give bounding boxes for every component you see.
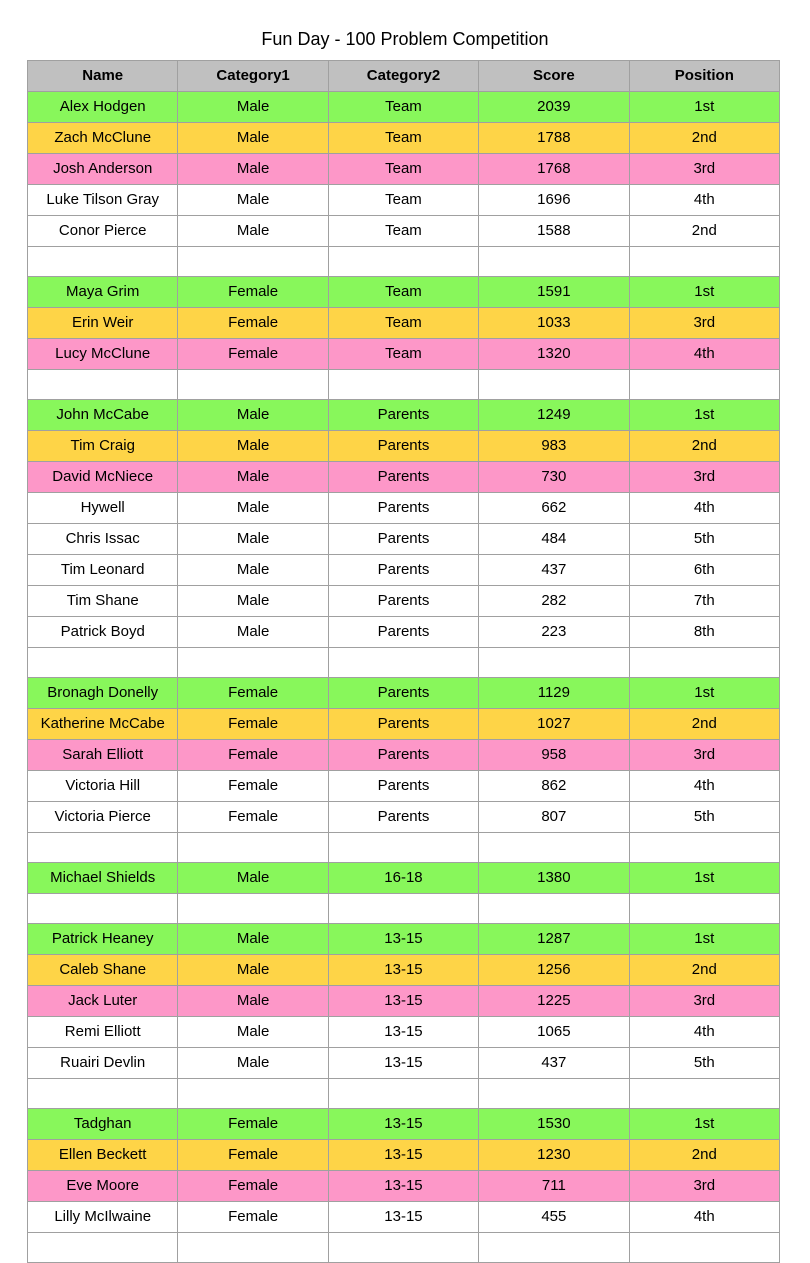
position-cell[interactable]: 3rd: [629, 462, 779, 493]
category1-cell[interactable]: Male: [178, 400, 328, 431]
score-cell[interactable]: 1033: [479, 308, 629, 339]
category2-cell[interactable]: Parents: [328, 400, 478, 431]
score-cell[interactable]: 730: [479, 462, 629, 493]
category1-cell[interactable]: Female: [178, 1202, 328, 1233]
score-cell[interactable]: 662: [479, 493, 629, 524]
category1-cell[interactable]: [178, 370, 328, 400]
score-cell[interactable]: 1225: [479, 986, 629, 1017]
score-cell[interactable]: 1788: [479, 123, 629, 154]
table-row: [28, 339, 780, 370]
table-row: [28, 123, 780, 154]
category1-cell[interactable]: Female: [178, 740, 328, 771]
table-row: [28, 955, 780, 986]
category1-cell[interactable]: Male: [178, 462, 328, 493]
score-cell[interactable]: 1249: [479, 400, 629, 431]
position-cell[interactable]: 3rd: [629, 154, 779, 185]
name-cell[interactable]: [28, 1079, 178, 1109]
category2-cell[interactable]: 13-15: [328, 1202, 478, 1233]
score-cell[interactable]: [479, 648, 629, 678]
table-row: [28, 1202, 780, 1233]
position-cell[interactable]: 7th: [629, 586, 779, 617]
position-cell[interactable]: [629, 1079, 779, 1109]
table-row: [28, 308, 780, 339]
table-row: [28, 1109, 780, 1140]
table-row: [28, 709, 780, 740]
category1-cell[interactable]: Male: [178, 986, 328, 1017]
category2-cell[interactable]: Parents: [328, 709, 478, 740]
column-header-category1[interactable]: Category1: [178, 61, 328, 92]
position-cell[interactable]: [629, 833, 779, 863]
category2-cell[interactable]: [328, 648, 478, 678]
category1-cell[interactable]: Female: [178, 277, 328, 308]
page-title: Fun Day - 100 Problem Competition: [261, 29, 549, 49]
category2-cell[interactable]: Parents: [328, 462, 478, 493]
name-cell[interactable]: Josh Anderson: [28, 154, 178, 185]
name-cell[interactable]: Bronagh Donelly: [28, 678, 178, 709]
score-cell[interactable]: 1588: [479, 216, 629, 247]
name-cell[interactable]: Luke Tilson Gray: [28, 185, 178, 216]
name-cell[interactable]: Conor Pierce: [28, 216, 178, 247]
position-cell[interactable]: 1st: [629, 924, 779, 955]
category2-cell[interactable]: 13-15: [328, 1140, 478, 1171]
name-cell[interactable]: Hywell: [28, 493, 178, 524]
name-cell[interactable]: Katherine McCabe: [28, 709, 178, 740]
position-cell[interactable]: 1st: [629, 277, 779, 308]
category1-cell[interactable]: Male: [178, 863, 328, 894]
score-cell[interactable]: 862: [479, 771, 629, 802]
name-cell[interactable]: [28, 1233, 178, 1263]
table-row: [28, 1048, 780, 1079]
table-row: [28, 154, 780, 185]
category1-cell[interactable]: Female: [178, 1171, 328, 1202]
table-row: [28, 863, 780, 894]
position-cell[interactable]: 1st: [629, 92, 779, 123]
category2-cell[interactable]: 13-15: [328, 924, 478, 955]
category1-cell[interactable]: Female: [178, 1140, 328, 1171]
category1-cell[interactable]: Male: [178, 431, 328, 462]
name-cell[interactable]: Ruairi Devlin: [28, 1048, 178, 1079]
column-header-category2[interactable]: Category2: [328, 61, 478, 92]
score-cell[interactable]: 1256: [479, 955, 629, 986]
category1-cell[interactable]: Male: [178, 1048, 328, 1079]
score-cell[interactable]: 1591: [479, 277, 629, 308]
position-cell[interactable]: 4th: [629, 339, 779, 370]
spacer-row: [28, 833, 780, 863]
category1-cell[interactable]: Female: [178, 339, 328, 370]
table-row: [28, 740, 780, 771]
table-row: [28, 986, 780, 1017]
spacer-row: [28, 1079, 780, 1109]
position-cell[interactable]: 2nd: [629, 955, 779, 986]
column-header-score[interactable]: Score: [479, 61, 629, 92]
table-row: [28, 493, 780, 524]
name-cell[interactable]: Tadghan: [28, 1109, 178, 1140]
position-cell[interactable]: 2nd: [629, 1140, 779, 1171]
category2-cell[interactable]: 13-15: [328, 986, 478, 1017]
table-row: [28, 400, 780, 431]
category1-cell[interactable]: Male: [178, 92, 328, 123]
category2-cell[interactable]: Parents: [328, 555, 478, 586]
position-cell[interactable]: [629, 247, 779, 277]
category2-cell[interactable]: Parents: [328, 771, 478, 802]
spacer-row: [28, 648, 780, 678]
name-cell[interactable]: Ellen Beckett: [28, 1140, 178, 1171]
score-cell[interactable]: 282: [479, 586, 629, 617]
category1-cell[interactable]: Male: [178, 216, 328, 247]
column-header-position[interactable]: Position: [629, 61, 779, 92]
category2-cell[interactable]: Parents: [328, 678, 478, 709]
category1-cell[interactable]: Female: [178, 1109, 328, 1140]
table-row: [28, 185, 780, 216]
category1-cell[interactable]: [178, 894, 328, 924]
table-body: [28, 92, 780, 1263]
results-table: [27, 60, 780, 1263]
position-cell[interactable]: 4th: [629, 185, 779, 216]
score-cell[interactable]: [479, 1079, 629, 1109]
position-cell[interactable]: [629, 648, 779, 678]
name-cell[interactable]: Lucy McClune: [28, 339, 178, 370]
score-cell[interactable]: [479, 833, 629, 863]
category2-cell[interactable]: Parents: [328, 617, 478, 648]
category2-cell[interactable]: [328, 833, 478, 863]
position-cell[interactable]: 1st: [629, 678, 779, 709]
name-cell[interactable]: [28, 894, 178, 924]
position-cell[interactable]: 2nd: [629, 431, 779, 462]
position-cell[interactable]: 2nd: [629, 123, 779, 154]
category2-cell[interactable]: 13-15: [328, 1017, 478, 1048]
category2-cell[interactable]: Parents: [328, 524, 478, 555]
category1-cell[interactable]: Male: [178, 617, 328, 648]
score-cell[interactable]: 437: [479, 1048, 629, 1079]
category2-cell[interactable]: Team: [328, 154, 478, 185]
name-cell[interactable]: John McCabe: [28, 400, 178, 431]
category2-cell[interactable]: Team: [328, 185, 478, 216]
category2-cell[interactable]: 13-15: [328, 1048, 478, 1079]
name-cell[interactable]: [28, 833, 178, 863]
score-cell[interactable]: [479, 370, 629, 400]
position-cell[interactable]: 4th: [629, 493, 779, 524]
position-cell[interactable]: 4th: [629, 1017, 779, 1048]
table-row: [28, 1140, 780, 1171]
category2-cell[interactable]: 13-15: [328, 955, 478, 986]
category2-cell[interactable]: Parents: [328, 586, 478, 617]
category1-cell[interactable]: [178, 247, 328, 277]
table-row: [28, 92, 780, 123]
name-cell[interactable]: Tim Shane: [28, 586, 178, 617]
category1-cell[interactable]: Male: [178, 555, 328, 586]
category1-cell[interactable]: Male: [178, 185, 328, 216]
score-cell[interactable]: 2039: [479, 92, 629, 123]
category2-cell[interactable]: Parents: [328, 802, 478, 833]
name-cell[interactable]: Tim Craig: [28, 431, 178, 462]
score-cell[interactable]: 807: [479, 802, 629, 833]
name-cell[interactable]: [28, 370, 178, 400]
table-row: [28, 277, 780, 308]
table-row: [28, 586, 780, 617]
position-cell[interactable]: 6th: [629, 555, 779, 586]
category2-cell[interactable]: Parents: [328, 740, 478, 771]
name-cell[interactable]: Tim Leonard: [28, 555, 178, 586]
name-cell[interactable]: Maya Grim: [28, 277, 178, 308]
table-row: [28, 555, 780, 586]
category1-cell[interactable]: Male: [178, 493, 328, 524]
category1-cell[interactable]: Female: [178, 802, 328, 833]
score-cell[interactable]: 1320: [479, 339, 629, 370]
name-cell[interactable]: Patrick Boyd: [28, 617, 178, 648]
score-cell[interactable]: [479, 247, 629, 277]
position-cell[interactable]: 4th: [629, 771, 779, 802]
score-cell[interactable]: [479, 894, 629, 924]
score-cell[interactable]: 1065: [479, 1017, 629, 1048]
category1-cell[interactable]: Female: [178, 771, 328, 802]
spacer-row: [28, 1233, 780, 1263]
category2-cell[interactable]: [328, 1079, 478, 1109]
header-row: [28, 61, 780, 92]
category2-cell[interactable]: [328, 894, 478, 924]
name-cell[interactable]: Michael Shields: [28, 863, 178, 894]
category2-cell[interactable]: Team: [328, 92, 478, 123]
name-cell[interactable]: [28, 247, 178, 277]
position-cell[interactable]: 5th: [629, 524, 779, 555]
score-cell[interactable]: 958: [479, 740, 629, 771]
spacer-row: [28, 247, 780, 277]
position-cell[interactable]: 5th: [629, 802, 779, 833]
position-cell[interactable]: 3rd: [629, 740, 779, 771]
category2-cell[interactable]: Team: [328, 277, 478, 308]
position-cell[interactable]: [629, 894, 779, 924]
name-cell[interactable]: Alex Hodgen: [28, 92, 178, 123]
position-cell[interactable]: [629, 370, 779, 400]
score-cell[interactable]: 1287: [479, 924, 629, 955]
score-cell[interactable]: 1230: [479, 1140, 629, 1171]
score-cell[interactable]: [479, 1233, 629, 1263]
name-cell[interactable]: David McNiece: [28, 462, 178, 493]
score-cell[interactable]: 1380: [479, 863, 629, 894]
category1-cell[interactable]: Male: [178, 154, 328, 185]
category1-cell[interactable]: Male: [178, 524, 328, 555]
score-cell[interactable]: 711: [479, 1171, 629, 1202]
category1-cell[interactable]: Female: [178, 709, 328, 740]
category2-cell[interactable]: 13-15: [328, 1109, 478, 1140]
name-cell[interactable]: Patrick Heaney: [28, 924, 178, 955]
score-cell[interactable]: 1530: [479, 1109, 629, 1140]
category1-cell[interactable]: Male: [178, 924, 328, 955]
table-row: [28, 617, 780, 648]
category1-cell[interactable]: [178, 648, 328, 678]
category2-cell[interactable]: Team: [328, 308, 478, 339]
category1-cell[interactable]: Male: [178, 955, 328, 986]
position-cell[interactable]: 2nd: [629, 216, 779, 247]
name-cell[interactable]: Jack Luter: [28, 986, 178, 1017]
table-row: [28, 802, 780, 833]
position-cell[interactable]: [629, 1233, 779, 1263]
name-cell[interactable]: Eve Moore: [28, 1171, 178, 1202]
table-row: [28, 1017, 780, 1048]
score-cell[interactable]: 1696: [479, 185, 629, 216]
category1-cell[interactable]: [178, 1233, 328, 1263]
position-cell[interactable]: 1st: [629, 1109, 779, 1140]
score-cell[interactable]: 1027: [479, 709, 629, 740]
table-row: [28, 678, 780, 709]
category2-cell[interactable]: 16-18: [328, 863, 478, 894]
score-cell[interactable]: 223: [479, 617, 629, 648]
category2-cell[interactable]: Team: [328, 216, 478, 247]
table-row: [28, 924, 780, 955]
category2-cell[interactable]: 13-15: [328, 1171, 478, 1202]
score-cell[interactable]: 1768: [479, 154, 629, 185]
score-cell[interactable]: 484: [479, 524, 629, 555]
name-cell[interactable]: Remi Elliott: [28, 1017, 178, 1048]
score-cell[interactable]: 983: [479, 431, 629, 462]
name-cell[interactable]: [28, 648, 178, 678]
position-cell[interactable]: 2nd: [629, 709, 779, 740]
position-cell[interactable]: 3rd: [629, 308, 779, 339]
category1-cell[interactable]: Female: [178, 308, 328, 339]
category1-cell[interactable]: Male: [178, 123, 328, 154]
category2-cell[interactable]: Parents: [328, 431, 478, 462]
table-row: [28, 524, 780, 555]
category2-cell[interactable]: Parents: [328, 493, 478, 524]
name-cell[interactable]: Erin Weir: [28, 308, 178, 339]
category1-cell[interactable]: [178, 1079, 328, 1109]
category1-cell[interactable]: Male: [178, 586, 328, 617]
position-cell[interactable]: 1st: [629, 400, 779, 431]
name-cell[interactable]: Caleb Shane: [28, 955, 178, 986]
category2-cell[interactable]: Team: [328, 339, 478, 370]
name-cell[interactable]: Chris Issac: [28, 524, 178, 555]
table-row: [28, 771, 780, 802]
score-cell[interactable]: 1129: [479, 678, 629, 709]
category2-cell[interactable]: [328, 1233, 478, 1263]
category2-cell[interactable]: Team: [328, 123, 478, 154]
table-row: [28, 216, 780, 247]
column-header-name[interactable]: Name: [28, 61, 178, 92]
position-cell[interactable]: 3rd: [629, 1171, 779, 1202]
table-row: [28, 462, 780, 493]
score-cell[interactable]: 455: [479, 1202, 629, 1233]
table-row: [28, 1171, 780, 1202]
position-cell[interactable]: 1st: [629, 863, 779, 894]
name-cell[interactable]: Sarah Elliott: [28, 740, 178, 771]
spacer-row: [28, 894, 780, 924]
category1-cell[interactable]: [178, 833, 328, 863]
category2-cell[interactable]: [328, 247, 478, 277]
name-cell[interactable]: Zach McClune: [28, 123, 178, 154]
name-cell[interactable]: Lilly McIlwaine: [28, 1202, 178, 1233]
score-cell[interactable]: 437: [479, 555, 629, 586]
category1-cell[interactable]: Male: [178, 1017, 328, 1048]
category1-cell[interactable]: Female: [178, 678, 328, 709]
name-cell[interactable]: Victoria Hill: [28, 771, 178, 802]
position-cell[interactable]: 5th: [629, 1048, 779, 1079]
table-row: [28, 431, 780, 462]
category2-cell[interactable]: [328, 370, 478, 400]
position-cell[interactable]: 4th: [629, 1202, 779, 1233]
position-cell[interactable]: 3rd: [629, 986, 779, 1017]
name-cell[interactable]: Victoria Pierce: [28, 802, 178, 833]
position-cell[interactable]: 8th: [629, 617, 779, 648]
spacer-row: [28, 370, 780, 400]
